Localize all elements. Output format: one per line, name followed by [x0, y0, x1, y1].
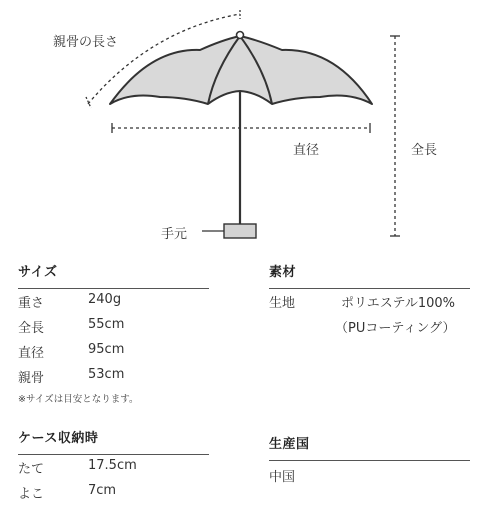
spec-value-weight: 240g — [88, 292, 122, 307]
material-label-fabric: 生地 — [269, 296, 296, 311]
spec-label-rib: 親骨 — [18, 371, 45, 386]
case-size-section-divider — [18, 454, 209, 455]
spec-label-diameter: 直径 — [18, 346, 45, 361]
spec-value-total-length: 55cm — [88, 317, 125, 332]
case-label-width: よこ — [18, 487, 45, 502]
handle-label: 手元 — [161, 227, 188, 242]
size-section-divider — [18, 288, 209, 289]
case-value-height: 17.5cm — [88, 458, 137, 473]
case-label-height: たて — [18, 462, 45, 477]
spec-label-weight: 重さ — [18, 296, 45, 311]
spec-value-rib: 53cm — [88, 367, 125, 382]
rib-length-label: 親骨の長さ — [53, 35, 119, 50]
spec-value-diameter: 95cm — [88, 342, 125, 357]
origin-section — [269, 433, 470, 461]
umbrella-tip — [237, 32, 244, 39]
material-section-divider — [269, 288, 470, 289]
size-section — [18, 261, 209, 289]
material-value-line1: ポリエステル100% — [341, 296, 455, 311]
origin-section-divider — [269, 460, 470, 461]
material-section-title: 素材 — [269, 265, 297, 280]
spec-label-total-length: 全長 — [18, 321, 45, 336]
total-length-label: 全長 — [411, 143, 438, 158]
umbrella-handle — [224, 224, 256, 238]
size-section-title: サイズ — [18, 265, 58, 280]
origin-section-title: 生産国 — [269, 437, 310, 452]
material-value-line2: （PUコーティング） — [335, 321, 456, 336]
umbrella-diagram — [0, 0, 491, 250]
diameter-label: 直径 — [293, 143, 320, 158]
material-section — [269, 261, 470, 289]
case-size-section — [18, 427, 209, 455]
size-note: ※サイズは目安となります。 — [18, 394, 139, 405]
case-value-width: 7cm — [88, 483, 117, 498]
case-size-section-title: ケース収納時 — [18, 431, 99, 446]
origin-value: 中国 — [269, 470, 296, 485]
